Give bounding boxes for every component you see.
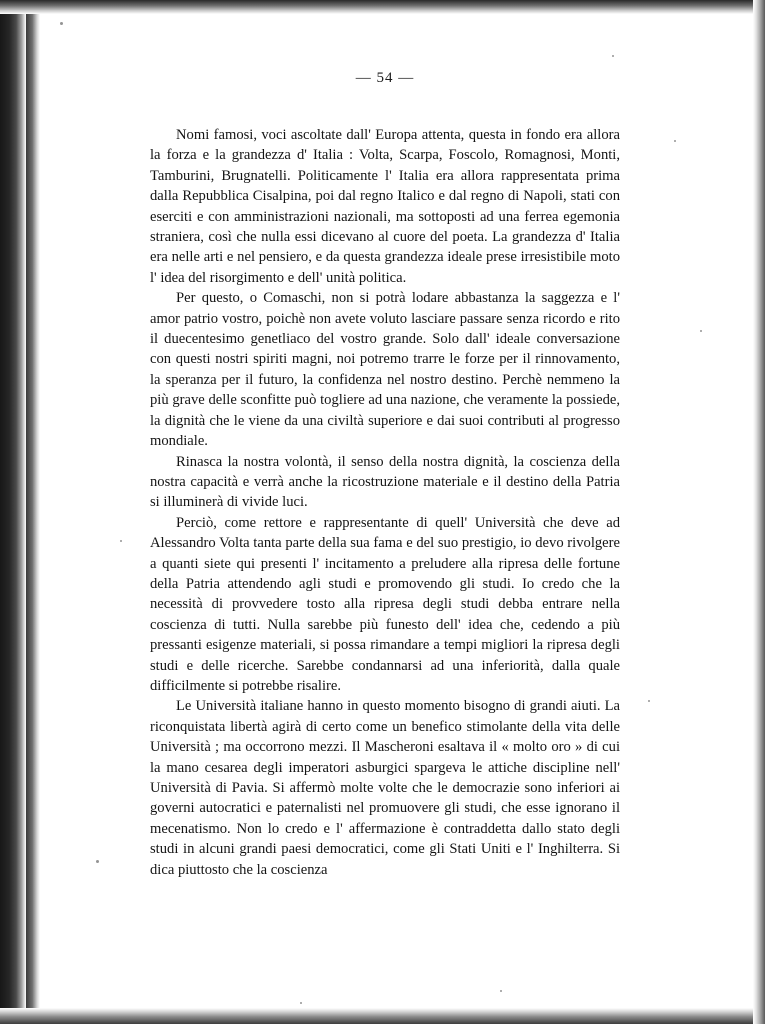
scan-speckle [674,140,676,142]
scan-speckle [500,990,502,992]
scan-edge-left [0,0,26,1024]
paragraph: Per questo, o Comaschi, non si potrà lodare abbastanza la saggezza e l' amor patrio vostro, poichè non avete voluto lasciare passare senza ricordo e rito il duecentesimo genetliaco del vostro grande. Solo dall' ideale conversazione con questi nostri spiriti magni, noi potremo trarre le forze per il rinnovamento, la speranza per il futuro, la confidenza nel nostro destino. Perchè nemmeno la più grave delle sconfitte può togliere ad una nazione, che veramente la possiede, la dignità che le viene da una civiltà superiore e dai suoi contributi al progresso mondiale. [150,290,620,450]
scan-edge-right [753,0,765,1024]
page-number: — 54 — [355,70,415,86]
scan-speckle [648,700,650,702]
scan-speckle [612,55,614,57]
scan-speckle [300,1002,302,1004]
scan-speckle [96,860,99,863]
scan-speckle [120,540,122,542]
scan-edge-bottom [0,1008,765,1024]
scan-speckle [60,22,63,25]
scan-edge-left-inner [26,0,40,1024]
scan-edge-top [0,0,765,14]
paragraph: Nomi famosi, voci ascoltate dall' Europa attenta, questa in fondo era allora la forza e la grandezza d' Italia : Volta, Scarpa, Foscolo, Romagnosi, Monti, Tamburini, Brugnatelli. Politicamente l' Italia era allora rappresentata prima dalla Repubblica Cisalpina, poi dal regno Italico e dal regno di Napoli, stati con eserciti e con amministrazioni nazionali, ma sottoposti ad una ferrea egemonia straniera, così che nulla essi dicevano al cuore del poeta. La grandezza d' Italia era nelle arti e nel pensiero, e da questa grandezza ideale prese irresistibile moto l' idea del risorgimento e dell' unità politica. [150,127,620,286]
page-content [150,70,620,880]
body-text [150,125,620,880]
paragraph: Rinasca la nostra volontà, il senso della nostra dignità, la coscienza della nostra capacità e verrà anche la ricostruzione materiale e il destino della Patria si illuminerà di vivide luci. [150,453,620,511]
paragraph: Perciò, come rettore e rappresentante di quell' Università che deve ad Alessandro Volta tanta parte della sua fama e del suo prestigio, io devo rivolgere a quanti siete qui presenti l' incitamento a preludere alla ripresa delle fortune della Patria attendendo agli studi e promovendo gli studi. Io credo che la necessità di provvedere tosto alla ripresa degli studi debba entrare nella coscienza di tutti. Nulla sarebbe più funesto dell' idea che, cedendo a più pressanti esigenze materiali, si possa rimandare a tempi migliori la ripresa degli studi e delle ricerche. Sarebbe condannarsi ad una inferiorità, dalla quale difficilmente si potrebbe risalire. [150,514,620,694]
paragraph: Le Università italiane hanno in questo momento bisogno di grandi aiuti. La riconquistata libertà agirà di certo come un benefico stimolante della vita delle Università ; ma occorrono mezzi. Il Mascheroni esaltava il « molto oro » di cui la mano cesarea degli imperatori asburgici spargeva le attiche discipline nell' Università di Pavia. Si affermò molte volte che le democrazie sono inferiori ai governi autocratici e paternalisti nel promuovere gli studi, che esse ignorano il mecenatismo. Non lo credo e l' affermazione è contraddetta dallo stato degli studi in alcuni grandi paesi democratici, come gli Stati Uniti e l' Inghilterra. Si dica piuttosto che la coscienza [150,698,620,878]
scan-speckle [700,330,702,332]
